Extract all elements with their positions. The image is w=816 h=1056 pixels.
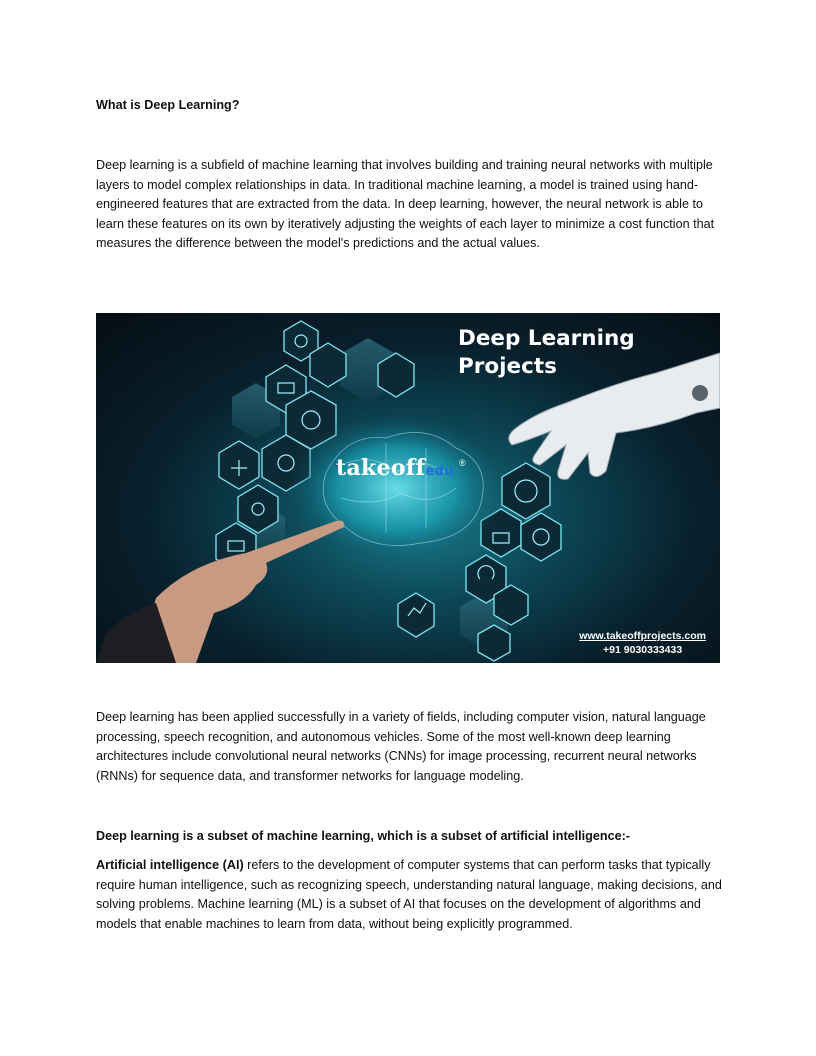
takeoff-edu-logo [336, 455, 454, 481]
logo-registered-mark: ® [459, 458, 466, 468]
website-link[interactable]: www.takeoffprojects.com [579, 630, 706, 642]
ai-definition-text: refers to the development of computer systems that can perform tasks that typically require human intelligence, such as recognizing speech, understanding natural language, making decisions, and solving problems. Machine learning (ML) is a subset of AI that focuses on the development of algorithms and models that enable machines to learn from data, without being explicitly programmed. [96, 858, 722, 931]
banner-title [458, 325, 635, 381]
banner-title-line2: Projects [458, 354, 557, 379]
phone-number: +91 9030333433 [603, 644, 683, 656]
paragraph-applications: Deep learning has been applied successfully in a variety of fields, including computer vision, natural language processing, speech recognition, and autonomous vehicles. Some of the most well-known deep learning architectures include convolutional neural networks (CNNs) for image processing, recurrent neural networks (RNNs) for sequence data, and transformer networks for language modeling. [96, 710, 706, 783]
section-heading-subset: Deep learning is a subset of machine learning, which is a subset of artificial intelligence:- [96, 829, 630, 843]
banner-title-line1: Deep Learning [458, 326, 635, 351]
deep-learning-banner-image [96, 313, 720, 663]
paragraph-definition: Deep learning is a subfield of machine learning that involves building and training neural networks with multiple layers to model complex relationships in data. In traditional machine learning, a model is trained using hand-engineered features that are extracted from the data. In deep learning, however, the neural network is able to learn these features on its own by iteratively adjusting the weights of each layer to minimize a cost function that measures the difference between the model's predictions and the actual values. [96, 158, 715, 250]
brain-glow [286, 413, 506, 563]
bold-term-ai: Artificial intelligence (AI) [96, 858, 244, 872]
robot-joint [692, 385, 708, 401]
banner-contact [579, 629, 706, 657]
logo-main-text: takeoff [336, 455, 426, 481]
logo-sub-text: edu [425, 464, 454, 479]
section-heading-what-is-deep-learning: What is Deep Learning? [96, 98, 240, 112]
paragraph-ai-definition [96, 856, 722, 934]
